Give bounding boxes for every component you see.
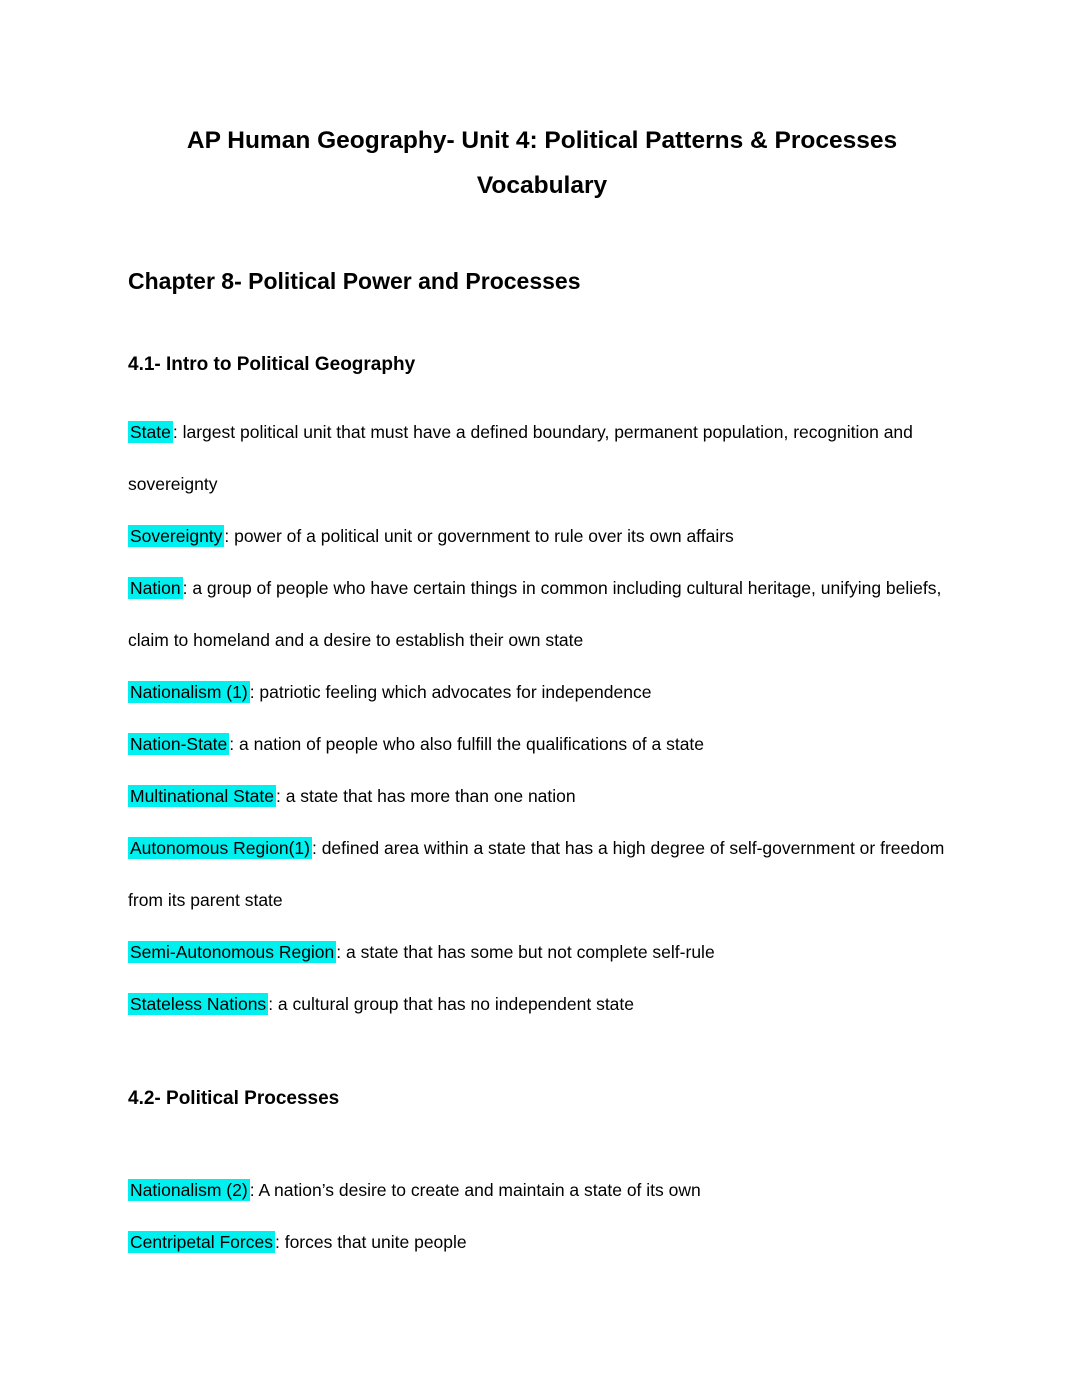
vocab-term-highlight: Multinational State [130, 786, 274, 806]
vocab-definition: : a cultural group that has no independent state [268, 994, 635, 1014]
vocab-entry-autonomous-region [128, 822, 956, 926]
vocab-definition: : defined area within a state that has a high degree of self-government or freedom from its parent state [128, 838, 945, 910]
vocab-term-highlight: Nationalism (2) [130, 1180, 248, 1200]
vocab-entry-centripetal-forces [128, 1216, 956, 1268]
vocab-entry-nationalism-2 [128, 1164, 956, 1216]
vocab-definition: : patriotic feeling which advocates for independence [249, 682, 652, 702]
vocab-term-highlight: Centripetal Forces [130, 1232, 273, 1252]
vocab-entry-nation-state [128, 718, 956, 770]
document-title-line1: AP Human Geography- Unit 4: Political Patterns & Processes [186, 127, 898, 154]
vocab-definition: : forces that unite people [274, 1232, 467, 1252]
section-heading-4-1: 4.1- Intro to Political Geography [128, 354, 416, 375]
vocab-term-highlight: State [130, 422, 171, 442]
vocab-definition: : power of a political unit or government to rule over its own affairs [224, 526, 734, 546]
vocab-entry-multinational-state [128, 770, 956, 822]
vocab-term-highlight: Nation-State [130, 734, 228, 754]
chapter-heading: Chapter 8- Political Power and Processes [128, 268, 581, 294]
vocab-entry-semi-autonomous-region [128, 926, 956, 978]
vocab-list-4-1 [128, 406, 956, 1030]
vocab-term-highlight: Semi-Autonomous Region [130, 942, 335, 962]
document-title [128, 118, 956, 208]
vocab-definition: : a nation of people who also fulfill the qualifications of a state [229, 734, 705, 754]
vocab-term-highlight: Sovereignty [130, 526, 223, 546]
vocab-definition: : A nation’s desire to create and maintain a state of its own [249, 1180, 701, 1200]
vocab-term-highlight: Stateless Nations [130, 994, 267, 1014]
vocab-entry-stateless-nations [128, 978, 956, 1030]
vocab-entry-state [128, 406, 956, 510]
vocab-entry-sovereignty [128, 510, 956, 562]
vocab-definition: : a state that has some but not complete self-rule [336, 942, 715, 962]
vocab-entry-nationalism-1 [128, 666, 956, 718]
vocab-definition: : largest political unit that must have a defined boundary, permanent population, recognition and sovereignty [128, 422, 913, 494]
vocab-term-highlight: Autonomous Region(1) [130, 838, 310, 858]
document-title-line2: Vocabulary [476, 172, 608, 199]
vocab-definition: : a state that has more than one nation [275, 786, 576, 806]
vocab-definition: : a group of people who have certain things in common including cultural heritage, unifying beliefs, claim to homeland and a desire to establish their own state [128, 578, 942, 650]
vocab-term-highlight: Nationalism (1) [130, 682, 248, 702]
vocab-term-highlight: Nation [130, 578, 181, 598]
section-heading-4-2: 4.2- Political Processes [128, 1088, 340, 1109]
vocab-list-4-2 [128, 1164, 956, 1268]
vocab-entry-nation [128, 562, 956, 666]
